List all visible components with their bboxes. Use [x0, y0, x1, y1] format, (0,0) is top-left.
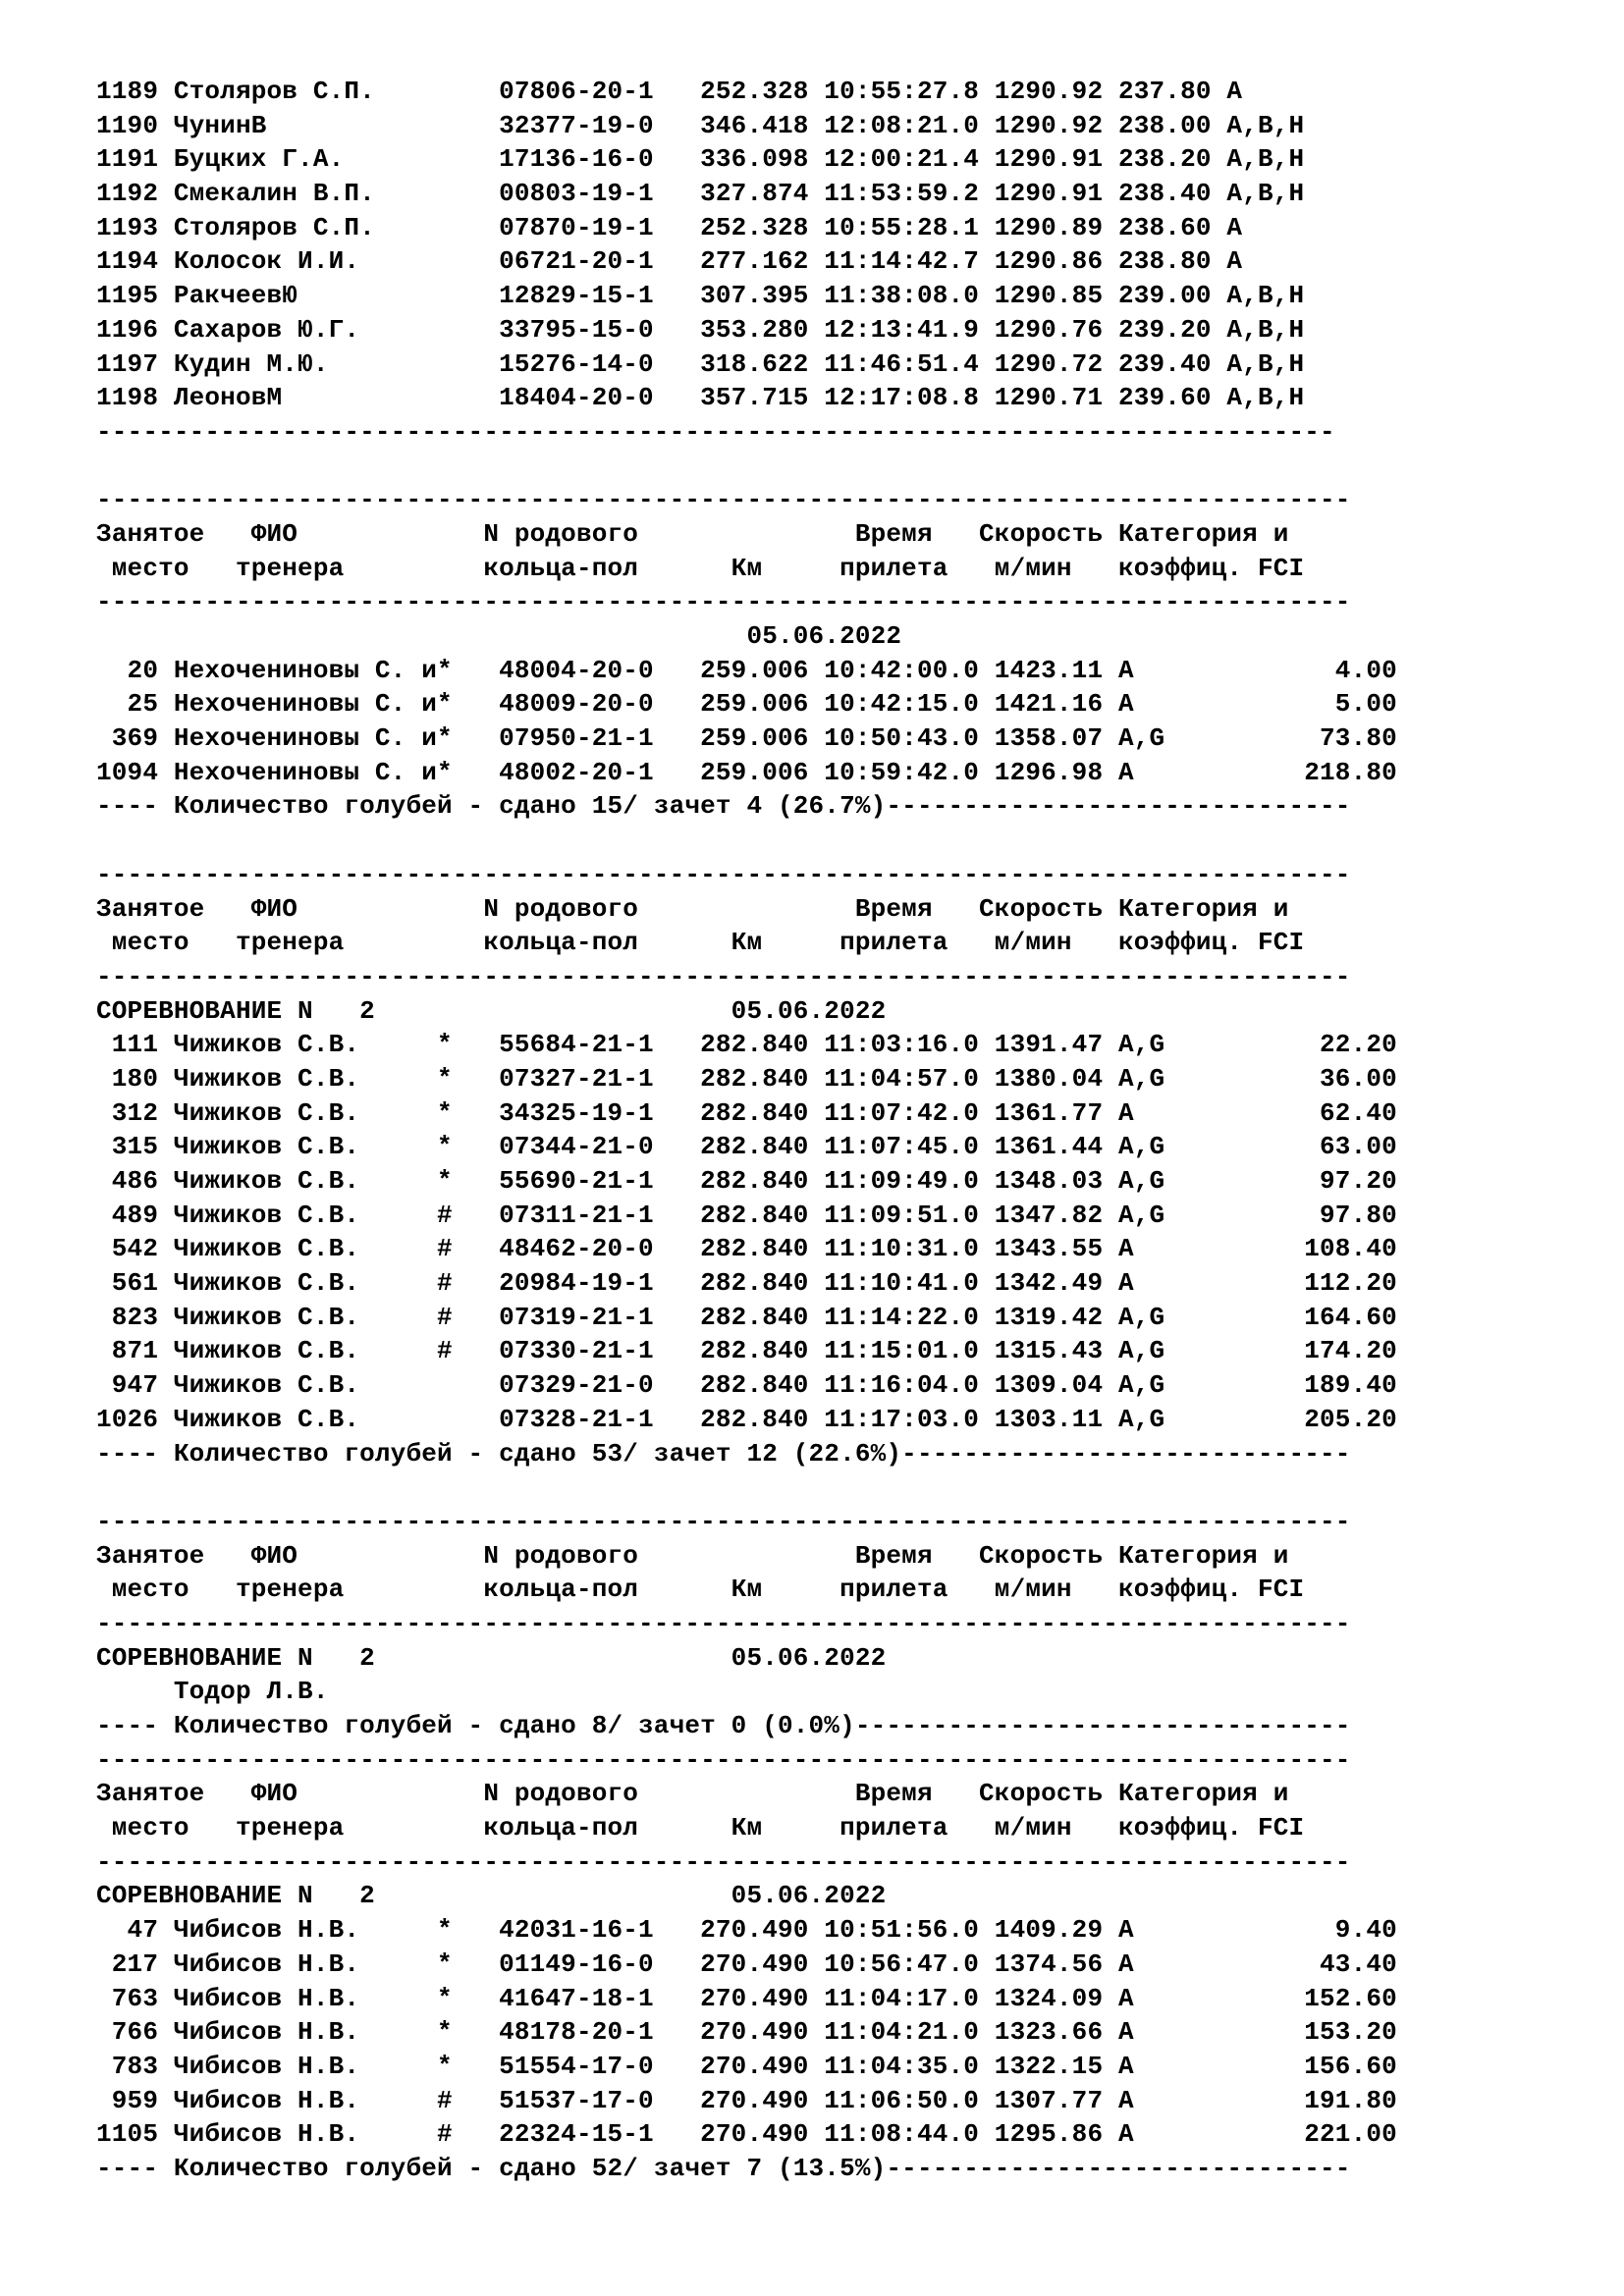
report-line: 315 Чижиков С.В. * 07344-21-0 282.840 11:07:45.0 1361.44 A,G 63.00	[96, 1132, 1397, 1162]
report-line: 1105 Чибисов Н.В. # 22324-15-1 270.490 11:08:44.0 1295.86 A 221.00	[96, 2119, 1397, 2150]
separator-line: --------------------------------------------------------------------------------	[96, 416, 1335, 447]
report-line: Тодор Л.В.	[96, 1677, 329, 1707]
competition-header-line: СОРЕВНОВАНИЕ N 2 05.06.2022	[96, 995, 887, 1026]
report-line: 25 Нехочениновы С. и* 48009-20-0 259.006 10:42:15.0 1421.16 A 5.00	[96, 689, 1397, 720]
report-line: 871 Чижиков С.В. # 07330-21-1 282.840 11:15:01.0 1315.43 A,G 174.20	[96, 1336, 1397, 1366]
report-line: 1189 Столяров С.П. 07806-20-1 252.328 10:55:27.8 1290.92 237.80 A	[96, 77, 1243, 106]
separator-line: ---------------------------------------------------------------------------------	[96, 1506, 1351, 1536]
report-line: 1094 Нехочениновы С. и* 48002-20-1 259.006 10:59:42.0 1296.98 A 218.80	[96, 757, 1397, 787]
blank-line	[96, 824, 1397, 858]
results-report	[96, 75, 1397, 2186]
report-line: 20 Нехочениновы С. и* 48004-20-0 259.006 10:42:00.0 1423.11 A 4.00	[96, 655, 1397, 685]
report-line: 561 Чижиков С.В. # 20984-19-1 282.840 11:10:41.0 1342.49 A 112.20	[96, 1268, 1397, 1299]
separator-line: ---------------------------------------------------------------------------------	[96, 1608, 1351, 1638]
summary-line: ---- Количество голубей - сдано 52/ зачет 7 (13.5%)------------------------------	[96, 2153, 1351, 2183]
report-line: 369 Нехочениновы С. и* 07950-21-1 259.006 10:50:43.0 1358.07 A,G 73.80	[96, 723, 1397, 754]
report-line: 542 Чижиков С.В. # 48462-20-0 282.840 11:10:31.0 1343.55 A 108.40	[96, 1234, 1397, 1264]
report-line: 1191 Буцких Г.А. 17136-16-0 336.098 12:00:21.4 1290.91 238.20 A,B,H	[96, 144, 1305, 175]
report-line: 783 Чибисов Н.В. * 51554-17-0 270.490 11:04:35.0 1322.15 A 156.60	[96, 2051, 1397, 2081]
column-header-line: Занятое ФИО N родового Время Скорость Категория и	[96, 1779, 1289, 1809]
column-header-line: Занятое ФИО N родового Время Скорость Категория и	[96, 518, 1289, 549]
report-line: 180 Чижиков С.В. * 07327-21-1 282.840 11:04:57.0 1380.04 A,G 36.00	[96, 1063, 1397, 1094]
column-header-line: Занятое ФИО N родового Время Скорость Категория и	[96, 893, 1289, 924]
report-line: 489 Чижиков С.В. # 07311-21-1 282.840 11:09:51.0 1347.82 A,G 97.80	[96, 1200, 1397, 1230]
report-line: 217 Чибисов Н.В. * 01149-16-0 270.490 10:56:47.0 1374.56 A 43.40	[96, 1949, 1397, 1979]
column-header-line: место тренера кольца-пол Км прилета м/мин коэффиц. FCI	[96, 553, 1305, 583]
report-line: 47 Чибисов Н.В. * 42031-16-1 270.490 10:51:56.0 1409.29 A 9.40	[96, 1915, 1397, 1946]
separator-line: ---------------------------------------------------------------------------------	[96, 1846, 1351, 1877]
separator-line: ---------------------------------------------------------------------------------	[96, 859, 1351, 889]
report-line: 1192 Смекалин В.П. 00803-19-1 327.874 11:53:59.2 1290.91 238.40 A,B,H	[96, 179, 1305, 209]
report-line: 959 Чибисов Н.В. # 51537-17-0 270.490 11:06:50.0 1307.77 A 191.80	[96, 2085, 1397, 2115]
column-header-line: место тренера кольца-пол Км прилета м/мин коэффиц. FCI	[96, 928, 1305, 958]
separator-line: ---------------------------------------------------------------------------------	[96, 1744, 1351, 1775]
report-line: 1196 Сахаров Ю.Г. 33795-15-0 353.280 12:13:41.9 1290.76 239.20 A,B,H	[96, 314, 1305, 345]
competition-header-line: 05.06.2022	[96, 621, 902, 651]
blank-line	[96, 1470, 1397, 1505]
report-line: 1026 Чижиков С.В. 07328-21-1 282.840 11:17:03.0 1303.11 A,G 205.20	[96, 1404, 1397, 1434]
report-line: 1198 ЛеоновМ 18404-20-0 357.715 12:17:08.8 1290.71 239.60 A,B,H	[96, 383, 1305, 413]
report-line: 766 Чибисов Н.В. * 48178-20-1 270.490 11:04:21.0 1323.66 A 153.20	[96, 2017, 1397, 2048]
column-header-line: место тренера кольца-пол Км прилета м/мин коэффиц. FCI	[96, 1813, 1305, 1843]
column-header-line: место тренера кольца-пол Км прилета м/мин коэффиц. FCI	[96, 1575, 1305, 1605]
report-line: 1197 Кудин М.Ю. 15276-14-0 318.622 11:46:51.4 1290.72 239.40 A,B,H	[96, 348, 1305, 379]
separator-line: ---------------------------------------------------------------------------------	[96, 587, 1351, 617]
separator-line: ---------------------------------------------------------------------------------	[96, 961, 1351, 991]
report-line: 823 Чижиков С.В. # 07319-21-1 282.840 11:14:22.0 1319.42 A,G 164.60	[96, 1302, 1397, 1332]
report-line: 1195 РакчеевЮ 12829-15-1 307.395 11:38:08.0 1290.85 239.00 A,B,H	[96, 281, 1305, 311]
separator-line: ---------------------------------------------------------------------------------	[96, 485, 1351, 515]
summary-line: ---- Количество голубей - сдано 15/ зачет 4 (26.7%)------------------------------	[96, 791, 1351, 822]
summary-line: ---- Количество голубей - сдано 53/ зачет 12 (22.6%)-----------------------------	[96, 1438, 1351, 1468]
report-line: 1193 Столяров С.П. 07870-19-1 252.328 10:55:28.1 1290.89 238.60 A	[96, 212, 1243, 242]
competition-header-line: СОРЕВНОВАНИЕ N 2 05.06.2022	[96, 1642, 887, 1673]
column-header-line: Занятое ФИО N родового Время Скорость Категория и	[96, 1540, 1289, 1571]
blank-line	[96, 450, 1397, 484]
report-line: 1194 Колосок И.И. 06721-20-1 277.162 11:14:42.7 1290.86 238.80 A	[96, 246, 1243, 277]
report-line: 312 Чижиков С.В. * 34325-19-1 282.840 11:07:42.0 1361.77 A 62.40	[96, 1097, 1397, 1128]
summary-line: ---- Количество голубей - сдано 8/ зачет 0 (0.0%)--------------------------------	[96, 1711, 1351, 1740]
report-line: 1190 ЧунинВ 32377-19-0 346.418 12:08:21.0 1290.92 238.00 A,B,H	[96, 110, 1305, 140]
report-line: 111 Чижиков С.В. * 55684-21-1 282.840 11:03:16.0 1391.47 A,G 22.20	[96, 1030, 1397, 1060]
report-line: 486 Чижиков С.В. * 55690-21-1 282.840 11:09:49.0 1348.03 A,G 97.20	[96, 1166, 1397, 1196]
competition-header-line: СОРЕВНОВАНИЕ N 2 05.06.2022	[96, 1881, 887, 1911]
report-line: 763 Чибисов Н.В. * 41647-18-1 270.490 11:04:17.0 1324.09 A 152.60	[96, 1983, 1397, 2013]
report-line: 947 Чижиков С.В. 07329-21-0 282.840 11:16:04.0 1309.04 A,G 189.40	[96, 1370, 1397, 1401]
